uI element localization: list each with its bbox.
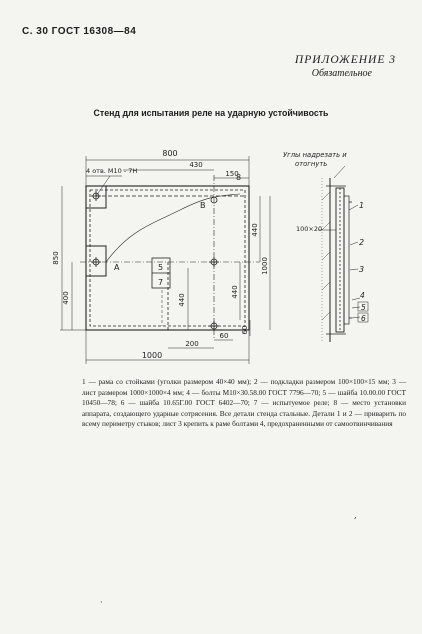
side-note-line1: Углы надрезать и [283,151,347,159]
label-5: 5 [158,263,164,272]
callout-5: 5 [361,303,366,312]
label-7: 7 [158,278,164,287]
scan-mark: ‚ [354,511,357,520]
side-dim-100: 100×20 [296,225,323,233]
dim-440-inner: 440 [178,293,186,307]
callout-3: 3 [359,265,365,274]
label-B: В [200,201,206,210]
dim-60-right: 60 [241,325,249,335]
page-header: С. 30 ГОСТ 16308—84 [22,26,137,37]
appendix-subtitle: Обязательное [311,68,372,79]
dim-200-bottom: 200 [185,340,199,348]
appendix-title: ПРИЛОЖЕНИЕ 3 [294,54,396,66]
dim-440-right: 440 [251,223,259,237]
dim-1000-right: 1000 [261,257,269,275]
callout-1: 1 [359,201,365,210]
scan-mark: · [100,598,103,607]
dim-850: 850 [52,251,60,265]
hole-label: 4 отв. М10 - 7Н [86,167,138,175]
dim-1000-bottom: 1000 [141,351,163,360]
side-note-line2: отогнуть [295,160,328,168]
callout-2: 2 [359,238,365,247]
dim-800: 800 [162,149,178,158]
dim-440-right-lower: 440 [231,285,239,299]
dim-150: 150 [225,170,239,178]
section-title: Стенд для испытания реле на ударную устойчивость [93,108,329,118]
figure-caption: 1 — рама со стойками (уголки размером 40×40 мм); 2 — подкладки размером 100×100×15 мм; 3 — лист размером 1000×1000×4 мм; 4 — болты М10×30.58.00 ГОСТ 7796—70; 5 — шайба 10.00.00 ГОСТ 10450—78; 6 — шайба 10.65Г.00 ГОСТ 6402—70; 7 — испытуемое реле; 8 — место установки аппарата, создающего ударные сотрясения. Все детали стенда стальные. Детали 1 и 2 — приварить по всему периметру стыков; лист 3 крепить к раме болтами 4, предохраненными от самоотвинчивания [82,377,406,429]
callout-4: 4 [360,291,365,300]
dim-400: 400 [62,291,70,305]
dim-430: 430 [189,161,203,169]
callout-6: 6 [361,314,366,323]
label-A: А [114,263,120,272]
dim-60-bottom: 60 [219,332,229,340]
label-8: 8 [236,173,242,182]
